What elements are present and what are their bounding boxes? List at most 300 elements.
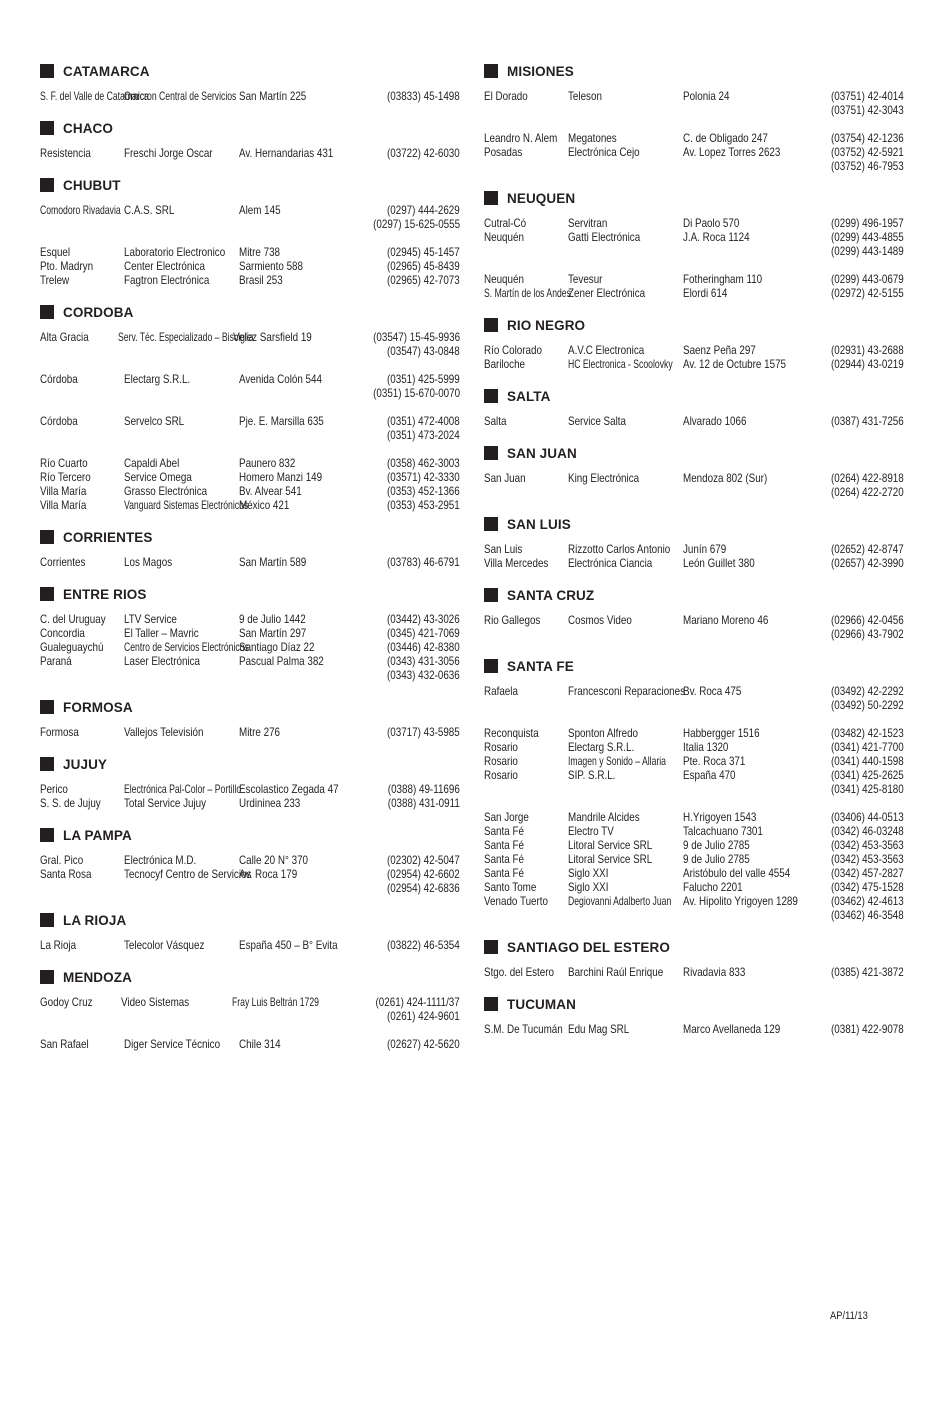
listing-group: [40, 203, 460, 231]
address-text: Av. 12 de Octubre 1575: [683, 357, 787, 371]
phone-text: (0351) 472-4008: [387, 414, 460, 428]
listing-row: [484, 698, 904, 712]
listing-row: [484, 852, 904, 866]
business-text: SIP. S.R.L.: [568, 768, 616, 782]
cell-phone: [369, 555, 460, 569]
listing-group: [40, 89, 460, 103]
cell-address: [239, 640, 369, 654]
cell-phone: [813, 159, 904, 173]
square-bullet-icon: [484, 659, 498, 673]
section-heading: [40, 966, 460, 988]
business-text: Sponton Alfredo: [568, 726, 639, 740]
listing-row: [484, 286, 904, 300]
cell-business: [568, 726, 683, 740]
section-heading: [40, 583, 460, 605]
cell-city: [40, 344, 124, 358]
cell-business: [124, 414, 239, 428]
business-text: Teleson: [568, 89, 602, 103]
address-text: San Martín 297: [239, 626, 307, 640]
square-bullet-icon: [484, 588, 498, 602]
city-text: Rafaela: [484, 684, 518, 698]
business-text: Servitran: [568, 216, 608, 230]
listing-row: [40, 372, 460, 386]
cell-business: [568, 343, 683, 357]
city-text: Posadas: [484, 145, 523, 159]
cell-city: [40, 867, 124, 881]
cell-business: [568, 131, 683, 145]
section-salta: [484, 385, 904, 428]
listing-row: [40, 725, 460, 739]
document-code: AP/11/13: [830, 1310, 868, 1322]
listing-row: [484, 824, 904, 838]
cell-phone: [813, 908, 904, 922]
address-text: Mendoza 802 (Sur): [683, 471, 768, 485]
cell-city: [40, 1037, 124, 1051]
section-santa-cruz: [484, 584, 904, 641]
cell-business: [568, 754, 683, 768]
address-text: Talcachuano 7301: [683, 824, 763, 838]
phone-text: (02965) 42-7073: [387, 273, 460, 287]
cell-phone: [813, 613, 904, 627]
cell-city: [40, 853, 124, 867]
cell-city: [40, 668, 124, 682]
phone-text: (02657) 42-3990: [831, 556, 904, 570]
square-bullet-icon: [484, 446, 498, 460]
listing-row: [40, 796, 460, 810]
business-text: Electrónica Cejo: [568, 145, 640, 159]
phone-text: (02966) 43-7902: [831, 627, 904, 641]
business-text: Fagtron Electrónica: [124, 273, 210, 287]
cell-phone: [813, 357, 904, 371]
cell-business: [124, 456, 239, 470]
section-title: RIO NEGRO: [507, 317, 586, 333]
phone-text: (0387) 431-7256: [831, 414, 904, 428]
business-text: Servelco SRL: [124, 414, 185, 428]
cell-phone: [369, 498, 460, 512]
cell-business: [568, 272, 683, 286]
business-text: Grasso Electrónica: [124, 484, 208, 498]
address-text: México 421: [239, 498, 290, 512]
business-text: Freschi Jorge Oscar: [124, 146, 213, 160]
listing-row: [40, 782, 460, 796]
cell-phone: [813, 145, 904, 159]
city-text: Salta: [484, 414, 507, 428]
business-text: Electrónica Ciancia: [568, 556, 653, 570]
cell-city: [484, 542, 568, 556]
cell-city: [40, 498, 124, 512]
cell-phone: [813, 627, 904, 641]
listing-row: [484, 103, 904, 117]
cell-phone: [813, 838, 904, 852]
cell-address: [239, 881, 369, 895]
cell-business: [124, 1009, 239, 1023]
cell-business: [124, 470, 239, 484]
cell-address: [683, 131, 813, 145]
cell-phone: [813, 726, 904, 740]
listing-group: [484, 613, 904, 641]
cell-phone: [369, 456, 460, 470]
city-text: Pto. Madryn: [40, 259, 94, 273]
listing-row: [40, 344, 460, 358]
city-text: S. Martín de los Andes: [484, 286, 571, 300]
cell-city: [484, 965, 568, 979]
section-rio-negro: [484, 314, 904, 371]
business-text: Service Salta: [568, 414, 626, 428]
cell-phone: [813, 471, 904, 485]
phone-text: (0351) 473-2024: [387, 428, 460, 442]
city-text: Trelew: [40, 273, 70, 287]
city-text: S. S. de Jujuy: [40, 796, 101, 810]
phone-text: (02965) 45-8439: [387, 259, 460, 273]
section-title: CHACO: [63, 120, 113, 136]
cell-address: [683, 684, 813, 698]
city-text: S.M. De Tucumán: [484, 1022, 563, 1036]
square-bullet-icon: [40, 178, 54, 192]
cell-city: [40, 796, 124, 810]
phone-text: (0264) 422-8918: [831, 471, 904, 485]
city-text: Concordia: [40, 626, 85, 640]
listing-row: [484, 627, 904, 641]
cell-city: [484, 230, 568, 244]
business-text: C.A.S. SRL: [124, 203, 175, 217]
cell-city: [484, 1022, 568, 1036]
business-text: Siglo XXI: [568, 866, 609, 880]
listing-group: [484, 131, 904, 173]
cell-address: [239, 626, 369, 640]
section-title: SANTA CRUZ: [507, 587, 595, 603]
city-text: Río Colorado: [484, 343, 542, 357]
phone-text: (03547) 15-45-9936: [373, 330, 460, 344]
phone-text: (03751) 42-3043: [831, 103, 904, 117]
listing-row: [484, 684, 904, 698]
listing-group: [484, 272, 904, 300]
cell-city: [484, 89, 568, 103]
section-heading: [484, 385, 904, 407]
business-text: Video Sistemas: [121, 995, 190, 1009]
cell-business: [568, 880, 683, 894]
cell-phone: [357, 995, 460, 1009]
phone-text: (0343) 432-0636: [387, 668, 460, 682]
business-text: Electarg S.R.L.: [568, 740, 635, 754]
cell-city: [40, 273, 124, 287]
section-heading: [40, 753, 460, 775]
city-text: San Rafael: [40, 1037, 89, 1051]
cell-business: [568, 908, 683, 922]
cell-business: [568, 244, 683, 258]
cell-business: [568, 159, 683, 173]
phone-text: (03492) 50-2292: [831, 698, 904, 712]
city-text: Rosario: [484, 740, 518, 754]
phone-text: (0299) 496-1957: [831, 216, 904, 230]
address-text: Habbergger 1516: [683, 726, 760, 740]
phone-text: (0341) 421-7700: [831, 740, 904, 754]
listing-row: [484, 145, 904, 159]
listing-row: [40, 89, 460, 103]
city-text: Venado Tuerto: [484, 894, 549, 908]
city-text: Santa Fé: [484, 866, 524, 880]
cell-address: [233, 330, 354, 344]
phone-text: (02931) 43-2688: [831, 343, 904, 357]
square-bullet-icon: [40, 757, 54, 771]
listing-group: [484, 810, 904, 922]
cell-phone: [369, 89, 460, 103]
business-text: Edu Mag SRL: [568, 1022, 630, 1036]
phone-text: (03571) 42-3330: [387, 470, 460, 484]
cell-business: [568, 852, 683, 866]
city-text: Stgo. del Estero: [484, 965, 555, 979]
cell-city: [40, 428, 124, 442]
cell-business: [568, 216, 683, 230]
phone-text: (03754) 42-1236: [831, 131, 904, 145]
business-text: El Taller – Mavric: [124, 626, 199, 640]
cell-address: [239, 938, 369, 952]
listing-group: [484, 1022, 904, 1036]
square-bullet-icon: [484, 389, 498, 403]
cell-business: [568, 286, 683, 300]
business-text: Vanguard Sistemas Electrónicos: [124, 498, 249, 512]
address-text: Santiago Díaz 22: [239, 640, 315, 654]
address-text: Elordi 614: [683, 286, 728, 300]
business-text: Zener Electrónica: [568, 286, 646, 300]
business-text: Litoral Service SRL: [568, 852, 653, 866]
phone-text: (03717) 43-5985: [387, 725, 460, 739]
cell-business: [121, 995, 232, 1009]
address-text: Paunero 832: [239, 456, 296, 470]
section-title: MISIONES: [507, 63, 574, 79]
address-text: León Guillet 380: [683, 556, 755, 570]
cell-phone: [369, 428, 460, 442]
cell-address: [683, 824, 813, 838]
cell-business: [568, 740, 683, 754]
listing-row: [40, 414, 460, 428]
address-text: 9 de Julio 1442: [239, 612, 306, 626]
cell-phone: [813, 866, 904, 880]
square-bullet-icon: [40, 305, 54, 319]
listing-row: [40, 938, 460, 952]
business-text: Omicron Central de Servicios: [124, 89, 237, 103]
section-heading: [40, 60, 460, 82]
address-text: Falucho 2201: [683, 880, 743, 894]
listing-row: [484, 357, 904, 371]
listing-group: [40, 245, 460, 287]
business-text: LTV Service: [124, 612, 177, 626]
city-text: Gualeguaychú: [40, 640, 104, 654]
cell-city: [484, 627, 568, 641]
section-title: CATAMARCA: [63, 63, 150, 79]
cell-phone: [813, 216, 904, 230]
cell-address: [683, 542, 813, 556]
listing-row: [40, 555, 460, 569]
cell-address: [239, 654, 369, 668]
cell-phone: [813, 1022, 904, 1036]
cell-city: [40, 782, 124, 796]
cell-address: [683, 343, 813, 357]
cell-business: [568, 894, 683, 908]
section-heading: [40, 117, 460, 139]
cell-business: [124, 626, 239, 640]
city-text: Villa María: [40, 484, 87, 498]
city-text: Alta Gracia: [40, 330, 89, 344]
listing-group: [40, 456, 460, 512]
phone-text: (03442) 43-3026: [387, 612, 460, 626]
section-heading: [40, 174, 460, 196]
phone-text: (03752) 46-7953: [831, 159, 904, 173]
phone-text: (03462) 42-4613: [831, 894, 904, 908]
square-bullet-icon: [484, 191, 498, 205]
square-bullet-icon: [484, 997, 498, 1011]
address-text: Saenz Peña 297: [683, 343, 756, 357]
phone-text: (03446) 42-8380: [387, 640, 460, 654]
city-text: Santa Rosa: [40, 867, 92, 881]
listing-row: [40, 612, 460, 626]
city-text: Santa Fé: [484, 824, 524, 838]
listing-row: [484, 485, 904, 499]
cell-phone: [369, 259, 460, 273]
section-san-luis: [484, 513, 904, 570]
section-cordoba: [40, 301, 460, 512]
cell-phone: [813, 343, 904, 357]
cell-phone: [369, 867, 460, 881]
cell-city: [484, 272, 568, 286]
phone-text: (03751) 42-4014: [831, 89, 904, 103]
cell-phone: [369, 796, 460, 810]
cell-business: [124, 484, 239, 498]
address-text: Velez Sarsfield 19: [233, 330, 312, 344]
cell-business: [568, 810, 683, 824]
cell-city: [40, 217, 120, 231]
cell-city: [484, 824, 568, 838]
listing-row: [40, 498, 460, 512]
section-title: SANTA FE: [507, 658, 574, 674]
cell-business: [568, 838, 683, 852]
address-text: Aristóbulo del valle 4554: [683, 866, 791, 880]
cell-city: [484, 556, 568, 570]
cell-phone: [813, 286, 904, 300]
cell-address: [232, 995, 357, 1009]
address-text: Polonia 24: [683, 89, 730, 103]
listing-group: [484, 216, 904, 258]
city-text: Reconquista: [484, 726, 539, 740]
business-text: Laboratorio Electronico: [124, 245, 226, 259]
cell-address: [683, 627, 813, 641]
cell-business: [124, 782, 242, 796]
business-text: Imagen y Sonido – Allaria: [568, 754, 666, 768]
section-san-juan: [484, 442, 904, 499]
business-text: Litoral Service SRL: [568, 838, 653, 852]
address-text: Junín 679: [683, 542, 727, 556]
city-text: Río Cuarto: [40, 456, 88, 470]
listing-row: [40, 217, 460, 231]
cell-city: [40, 414, 124, 428]
section-title: SAN LUIS: [507, 516, 571, 532]
cell-business: [568, 485, 683, 499]
listing-group: [40, 1037, 460, 1051]
city-text: Bariloche: [484, 357, 526, 371]
cell-address: [683, 754, 813, 768]
listing-group: [484, 343, 904, 371]
section-chubut: [40, 174, 460, 287]
listing-row: [40, 386, 460, 400]
city-text: Esquel: [40, 245, 71, 259]
section-heading: [484, 60, 904, 82]
listing-group: [484, 471, 904, 499]
phone-text: (0351) 15-670-0070: [373, 386, 461, 400]
cell-city: [484, 343, 568, 357]
cell-city: [484, 838, 568, 852]
cell-phone: [369, 1009, 460, 1023]
phone-text: (03833) 45-1498: [387, 89, 460, 103]
section-corrientes: [40, 526, 460, 569]
cell-address: [239, 612, 369, 626]
section-la-pampa: [40, 824, 460, 895]
cell-city: [40, 372, 124, 386]
cell-address: [239, 484, 369, 498]
cell-address: [239, 796, 369, 810]
cell-city: [484, 810, 568, 824]
address-text: Calle 20 N° 370: [239, 853, 309, 867]
cell-business: [568, 1022, 683, 1036]
listing-row: [484, 810, 904, 824]
cell-phone: [813, 244, 904, 258]
business-text: King Electrónica: [568, 471, 640, 485]
listing-row: [40, 1009, 460, 1023]
section-entre-rios: [40, 583, 460, 682]
cell-business: [568, 824, 683, 838]
city-text: Río Tercero: [40, 470, 91, 484]
listing-group: [40, 853, 460, 895]
cell-address: [239, 146, 369, 160]
cell-city: [40, 89, 149, 103]
cell-address: [683, 357, 813, 371]
cell-phone: [813, 824, 904, 838]
city-text: Córdoba: [40, 372, 78, 386]
cell-city: [484, 471, 568, 485]
cell-address: [683, 145, 813, 159]
cell-phone: [369, 654, 460, 668]
cell-business: [124, 725, 239, 739]
section-santa-fe: [484, 655, 904, 922]
city-text: La Rioja: [40, 938, 77, 952]
cell-phone: [813, 556, 904, 570]
city-text: S. F. del Valle de Catamarca: [40, 89, 149, 103]
cell-city: [40, 555, 124, 569]
phone-text: (0342) 46-03248: [831, 824, 904, 838]
phone-text: (0345) 421-7069: [387, 626, 460, 640]
listing-group: [484, 89, 904, 117]
cell-address: [683, 866, 813, 880]
cell-city: [40, 245, 124, 259]
cell-phone: [369, 626, 460, 640]
phone-text: (02652) 42-8747: [831, 542, 904, 556]
business-text: Electrónica Pal-Color – Portillo: [124, 782, 242, 796]
cell-phone: [813, 810, 904, 824]
phone-text: (0264) 422-2720: [831, 485, 904, 499]
business-text: Barchini Raúl Enrique: [568, 965, 664, 979]
cell-business: [568, 782, 683, 796]
phone-text: (0341) 425-8180: [831, 782, 904, 796]
cell-address: [683, 272, 813, 286]
business-text: Degiovanni Adalberto Juan: [568, 894, 672, 908]
address-text: Mitre 738: [239, 245, 281, 259]
cell-address: [239, 344, 369, 358]
section-title: TUCUMAN: [507, 996, 576, 1012]
section-title: ENTRE RIOS: [63, 586, 147, 602]
cell-city: [40, 330, 118, 344]
cell-phone: [813, 131, 904, 145]
phone-text: (03722) 42-6030: [387, 146, 460, 160]
section-heading: [40, 696, 460, 718]
city-text: Santa Fé: [484, 852, 524, 866]
